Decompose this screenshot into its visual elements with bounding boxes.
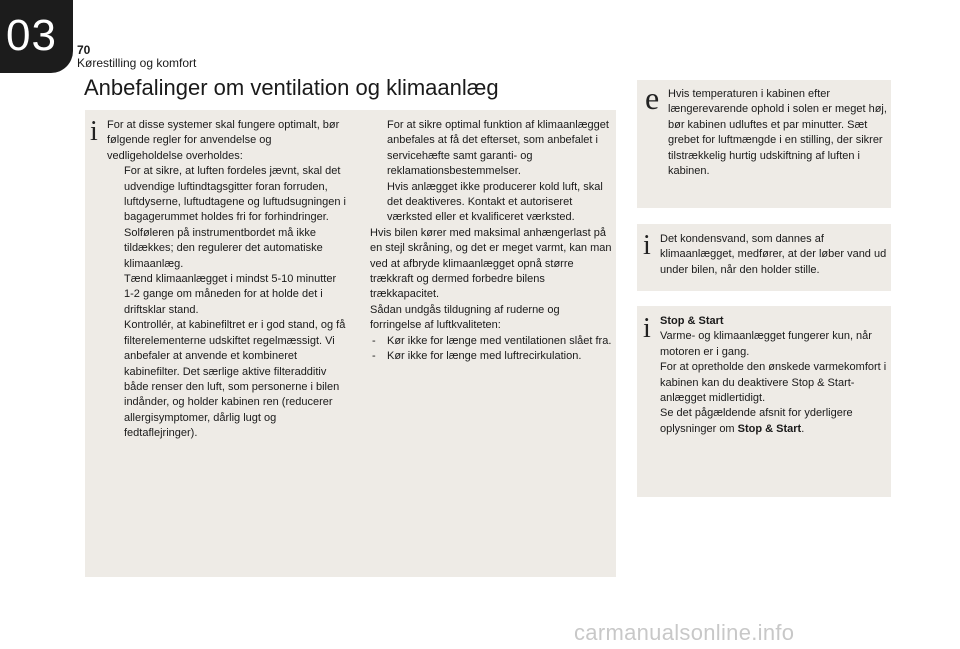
list-item: For at sikre optimal funktion af klimaanlægget anbefales at få det efterset, som anbefalet i servicehæfte samt garanti- og reklamationsbestemmelser. bbox=[387, 119, 609, 178]
eco-icon: e bbox=[645, 80, 660, 116]
info-icon: i bbox=[90, 116, 98, 147]
paragraph: For at opretholde den ønskede varmekomfort i kabinen kan du deaktivere Stop & Start-anlægget midlertidigt. bbox=[660, 361, 887, 405]
section-title: Kørestilling og komfort bbox=[77, 56, 197, 70]
info-icon: i bbox=[643, 230, 651, 261]
intro-text: For at disse systemer skal fungere optimalt, bør følgende regler for anvendelse og vedligeholdelse overholdes: bbox=[107, 119, 340, 162]
watermark: carmanualsonline.info bbox=[574, 620, 795, 645]
dash-icon: - bbox=[372, 350, 376, 363]
dash-icon: - bbox=[372, 334, 376, 347]
paragraph: Sådan undgås tildugning af ruderne og forringelse af luftkvaliteten: bbox=[370, 303, 560, 332]
info-icon: i bbox=[643, 313, 651, 344]
list-item: For at sikre, at luften fordeles jævnt, skal det udvendige luftindtagsgitter foran forruden, luftdyserne, luftudtagene og luftudsugningen i bagagerummet holdes fri for forhindringer. bbox=[124, 165, 346, 224]
stop-start-info-text bbox=[660, 314, 888, 437]
page-title: Anbefalinger om ventilation og klimaanlæg bbox=[84, 75, 499, 100]
paragraph: Hvis bilen kører med maksimal anhængerlast på en stejl skråning, og det er meget varmt, kan man ved at afbryde klimaanlægget opnå større trækkraft og dermed forbedre bilens trækkapacitet. bbox=[370, 226, 612, 301]
condensation-info-text: Det kondensvand, som dannes af klimaanlægget, medfører, at der løber vand ud under bilen, når den holder stille. bbox=[660, 233, 887, 276]
list-item: - Kør ikke for længe med luftrecirkulation. bbox=[370, 349, 612, 364]
page-number: 70 bbox=[77, 43, 91, 57]
main-column-2 bbox=[370, 118, 612, 365]
list-item: - Kør ikke for længe med ventilationen slået fra. bbox=[370, 334, 612, 349]
list-item: Hvis anlægget ikke producerer kold luft, skal det deaktiveres. Kontakt et autoriseret værksted eller et kvalificeret værksted. bbox=[387, 180, 603, 224]
stop-start-title: Stop & Start bbox=[660, 315, 724, 327]
chapter-tab bbox=[0, 0, 73, 73]
list-item: Kontrollér, at kabinefiltret er i god stand, og få filterelementerne udskiftet regelmæssigt. Vi anbefaler at anvende et kombineret kabinefilter. Det særlige aktive filteradditiv både renser den luft, som personerne i bilen indånder, og holder kabinen ren (reducerer allergisymptomer, dårlig lugt og fedtaflejringer). bbox=[124, 319, 346, 440]
paragraph: Se det pågældende afsnit for yderligere oplysninger om Stop & Start. bbox=[660, 407, 853, 435]
main-column-1 bbox=[107, 118, 347, 442]
list-item: Solføleren på instrumentbordet må ikke tildækkes; den regulerer det automatiske klimaanlæg. bbox=[124, 226, 323, 270]
chapter-number: 03 bbox=[6, 11, 57, 60]
paragraph: Varme- og klimaanlægget fungerer kun, når motoren er i gang. bbox=[660, 330, 872, 358]
eco-tip-text: Hvis temperaturen i kabinen efter længerevarende ophold i solen er meget høj, bør kabinen udluftes et par minutter. Sæt grebet for luftmængde i en stilling, der sikrer tilstrækkelig hurtig udskiftning af luften i kabinen. bbox=[668, 88, 887, 178]
list-item: Tænd klimaanlægget i mindst 5-10 minutter 1-2 gange om måneden for at holde det i driftsklar stand. bbox=[124, 273, 337, 316]
